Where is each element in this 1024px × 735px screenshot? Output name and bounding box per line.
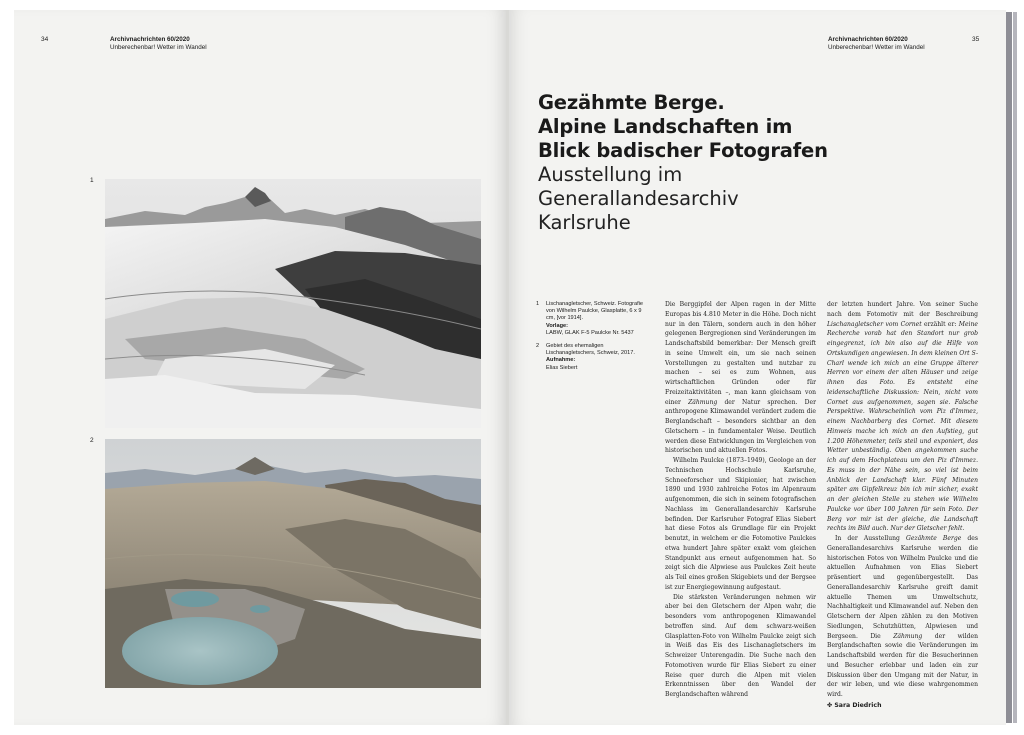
running-head-subtitle: Unberechenbar! Wetter im Wandel: [110, 44, 207, 51]
running-head-title: Archivnachrichten 60/2020: [828, 36, 908, 43]
body-column-1: [665, 300, 816, 700]
left-running-head: [110, 36, 207, 52]
caption-number: 2: [536, 343, 540, 350]
title-line: Alpine Landschaften im: [538, 115, 793, 138]
page-edge-outer: [1013, 12, 1017, 723]
body-column-2: [827, 300, 978, 711]
alpine-lake-photo-color: [105, 439, 481, 688]
paragraph: [827, 300, 978, 534]
caption-text: Gebiet des ehemaligen Lischanagletschers, Schweiz, 2017.: [546, 343, 635, 357]
figure-number: 1: [90, 177, 94, 184]
caption-label-text: LABW, GLAK F-5 Paulcke Nr. 5437: [546, 329, 634, 336]
caption-number: 1: [536, 301, 540, 307]
subtitle-line: Generallandesarchiv: [538, 187, 739, 210]
text: der Natur sprechen. Der anthropogene Klimawandel verändert zudem die Berglandschaft – besonders sichtbar an den Gletschern – in fundamentaler Weise. Deutlich werden diese Entwicklungen im Vergleichen von historischen und aktuellen Fotos.: [665, 398, 816, 455]
right-running-head: [828, 36, 925, 52]
caption-label: Aufnahme:: [546, 357, 576, 364]
author-byline: [827, 701, 978, 711]
quote-text: Meine Recherche vorab hat den Standort nur grob eingegrenzt, ich bin also auf die Hilfe von Ortskundigen angewiesen. In dem kleinen Ort S-Charl wende ich mich an eine Gruppe älterer Herren vor einem der alten Häuser und zeige ihnen das Foto. Es entsteht eine leidenschaftliche Diskussion: Nein, nicht vom Cornet aus aufgenommen, sagen sie. Falsche Perspektive. Wahrscheinlich vom Piz d'Immez, einem Nachbarberg des Cornet. Mit diesem Hinweis mache ich mich an den Aufstieg, gut 1.200 Höhenmeter, teils steil und exponiert, das Wetter unbeständig. Oben angekommen suche ich auf dem Hochplateau um den Piz d'Immez. Es muss in der Nähe sein, so viel ist beim Anblick der Landschaft klar. Fünf Minuten später am Gipfelkreuz bin ich mir sicher, exakt an der gleichen Stelle zu stehen wie Wilhelm Paulcke vor über 100 Jahren für sein Foto. Der Berg vor mir ist der gleiche, die Landschaft rechts im Bild auch. Nur der Gletscher fehlt.: [827, 320, 978, 533]
figure-captions: [536, 301, 650, 378]
glacier-photo-bw: [105, 179, 481, 428]
text: des Generallandesarchivs Karlsruhe werden die historischen Fotos von Wilhelm Paulcke und die aktuellen Aufnahmen von Elias Siebert präsentiert und gegenübergestellt. Das Generallandesarchiv Karlsruhe greift damit aktuelle Themen um Umweltschutz, Nachhaltigkeit und Klimawandel auf. Neben den Gletschern der Alpen zählen zu den Motiven Siedlungen, Schutzhütten, Alpwiesen und Bergseen. Die: [827, 535, 978, 640]
italic-text: Zähmung: [893, 632, 923, 640]
author-name: Sara Diedrich: [834, 701, 882, 709]
paragraph: [665, 300, 816, 456]
title-line: Blick badischer Fotografen: [538, 139, 828, 162]
paragraph: Die stärksten Veränderungen nehmen wir aber bei den Gletschern der Alpen wahr, die besonders vom anthropogenen Klimawandel betroffen sind. Auf dem schwarz-weißen Glasplatten-Foto von Wilhelm Paulcke zeigt sich in Weiß das Eis des Lischanagletschers im Schweizer Unterengadin. Die Suche nach den Fotomotiven wurde für Elias Siebert zu einer Reise quer durch die Alpen mit vielen Erkenntnissen über den Wandel der Berglandschaften während: [665, 593, 816, 698]
author-mark-icon: ✤: [827, 701, 833, 709]
right-page-number: 35: [972, 36, 980, 43]
subtitle-line: Ausstellung im: [538, 163, 683, 186]
text: Die Berggipfel der Alpen ragen in der Mitte Europas bis 4.810 Meter in die Höhe. Doch nicht nur in den Tälern, sondern auch in den höher gelegenen Bergregionen sind Veränderungen im Landschaftsbild bemerkbar: Der Mensch greift in seine Umwelt ein, um sie nach seinen Vorstellungen zu gestalten und nutzbar zu machen – sei es zum Wohnen, aus wirtschaftlichen Gründen oder für Freizeitaktivitäten –, man kann gleichsam von einer: [665, 301, 816, 406]
text: erzählt er:: [924, 320, 957, 328]
caption-1: [536, 301, 650, 337]
left-page-number: 34: [41, 36, 49, 43]
caption-2: [536, 343, 650, 372]
running-head-subtitle: Unberechenbar! Wetter im Wandel: [828, 44, 925, 51]
italic-text: Lischanagletscher vom Cornet: [827, 320, 922, 328]
caption-label: Vorlage:: [546, 322, 568, 329]
italic-text: Zähmung: [688, 398, 718, 406]
text: der wilden Berglandschaften sowie die Veränderungen im Landschaftsbild werden für die Besucherinnen und Besucher erlebbar und laden ein zur Diskussion über den Umgang mit der Natur, in der wir leben, und wie diese wahrgenommen wird.: [827, 632, 978, 698]
running-head-title: Archivnachrichten 60/2020: [110, 36, 190, 43]
italic-text: Gezähmte Berge: [905, 535, 962, 542]
title-line: Gezähmte Berge.: [538, 91, 725, 114]
figure-number: 2: [90, 437, 94, 444]
article-title: [538, 91, 898, 235]
text: der letzten hundert Jahre. Von seiner Suche nach dem Fotomotiv mit der Beschreibung: [827, 301, 978, 318]
paragraph: Wilhelm Paulcke (1873–1949), Geologe an der Technischen Hochschule Karlsruhe, Schneeforscher und Skipionier, hat zwischen 1890 und 1930 zahlreiche Fotos im Alpenraum aufgenommen, die sich in seinem fotografischen Nachlass im Generallandesarchiv Karlsruhe befinden. Der Karlsruher Fotograf Elias Siebert hat diese Fotos als Grundlage für ein Projekt benutzt, in welchem er die Fotomotive Paulckes etwa hundert Jahre später exakt vom gleichen Standpunkt aus erneut aufgenommen hat. So zeigt sich die Alpwiese aus Paulckes Zeit heute als Teil eines großen Skigebiets und der Bergsee ist zur Energiegewinnung aufgestaut.: [665, 457, 816, 591]
page-fold: [506, 10, 509, 725]
caption-text: Lischanagletscher, Schweiz. Fotografie von Wilhelm Paulcke, Glasplatte, 6 x 9 cm, [vor 1914].: [546, 301, 644, 322]
caption-label-text: Elias Siebert: [546, 364, 578, 371]
paragraph: [827, 534, 978, 700]
page-edge: [1006, 12, 1012, 723]
subtitle-line: Karlsruhe: [538, 211, 631, 234]
text: In der Ausstellung: [835, 535, 900, 542]
